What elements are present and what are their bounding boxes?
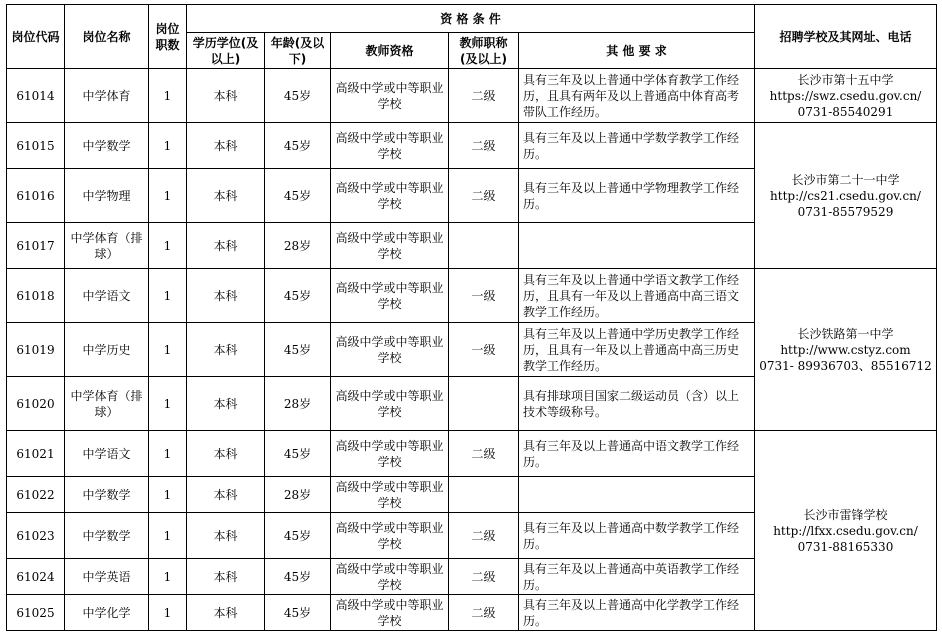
- cell-age: 45岁: [265, 513, 331, 559]
- school-name: 长沙市雷锋学校: [803, 507, 888, 522]
- cell-name: 中学物理: [65, 169, 149, 223]
- cell-name: 中学数学: [65, 123, 149, 169]
- school-name: 长沙市第十五中学: [797, 72, 894, 87]
- cell-name: 中学语文: [65, 431, 149, 477]
- cell-age: 45岁: [265, 269, 331, 323]
- cell-title: 二级: [449, 69, 519, 123]
- school-url: http://www.cstyz.com: [780, 342, 911, 357]
- cell-title: 一级: [449, 269, 519, 323]
- cell-other: 具有三年及以上普通中学物理教学工作经历。: [519, 169, 755, 223]
- cell-name: 中学数学: [65, 477, 149, 513]
- school-url: http://cs21.csedu.gov.cn/: [770, 188, 921, 203]
- cell-count: 1: [149, 269, 187, 323]
- cell-code: 61025: [7, 595, 65, 631]
- cell-age: 45岁: [265, 595, 331, 631]
- header-other: 其 他 要 求: [519, 33, 755, 69]
- cell-title: [449, 477, 519, 513]
- cell-code: 61017: [7, 223, 65, 269]
- cell-education: 本科: [187, 559, 265, 595]
- school-info: [755, 269, 937, 431]
- cell-education: 本科: [187, 477, 265, 513]
- cell-code: 61022: [7, 477, 65, 513]
- cell-other: 具有三年及以上普通中学语文教学工作经历，且具有一年及以上普通高中高三语文教学工作经历。: [519, 269, 755, 323]
- cell-education: 本科: [187, 269, 265, 323]
- school-info: [755, 123, 937, 269]
- cell-code: 61014: [7, 69, 65, 123]
- cell-age: 45岁: [265, 559, 331, 595]
- cell-age: 45岁: [265, 323, 331, 377]
- cell-other: 具有三年及以上普通中学数学教学工作经历。: [519, 123, 755, 169]
- cell-age: 28岁: [265, 477, 331, 513]
- cell-title: 二级: [449, 595, 519, 631]
- cell-name: 中学化学: [65, 595, 149, 631]
- cell-education: 本科: [187, 595, 265, 631]
- cell-count: 1: [149, 513, 187, 559]
- cell-teacher-cert: 高级中学或中等职业学校: [331, 69, 449, 123]
- cell-teacher-cert: 高级中学或中等职业学校: [331, 169, 449, 223]
- cell-count: 1: [149, 169, 187, 223]
- cell-teacher-cert: 高级中学或中等职业学校: [331, 513, 449, 559]
- cell-teacher-cert: 高级中学或中等职业学校: [331, 269, 449, 323]
- cell-title: 二级: [449, 431, 519, 477]
- cell-code: 61021: [7, 431, 65, 477]
- school-info: [755, 69, 937, 123]
- cell-name: 中学体育: [65, 69, 149, 123]
- cell-age: 45岁: [265, 169, 331, 223]
- header-teacher-cert: 教师资格: [331, 33, 449, 69]
- table-row: [7, 431, 937, 477]
- cell-count: 1: [149, 69, 187, 123]
- cell-title: [449, 377, 519, 431]
- cell-count: 1: [149, 477, 187, 513]
- cell-count: 1: [149, 431, 187, 477]
- header-school: 招聘学校及其网址、电话: [755, 5, 937, 69]
- cell-other: 具有三年及以上普通高中数学教学工作经历。: [519, 513, 755, 559]
- cell-name: 中学英语: [65, 559, 149, 595]
- cell-count: 1: [149, 559, 187, 595]
- cell-code: 61024: [7, 559, 65, 595]
- table-row: [7, 69, 937, 123]
- cell-title: 二级: [449, 513, 519, 559]
- cell-code: 61015: [7, 123, 65, 169]
- table-row: [7, 269, 937, 323]
- cell-code: 61019: [7, 323, 65, 377]
- cell-teacher-cert: 高级中学或中等职业学校: [331, 323, 449, 377]
- cell-teacher-cert: 高级中学或中等职业学校: [331, 477, 449, 513]
- header-name: 岗位名称: [65, 5, 149, 69]
- school-phone: 0731-85540291: [797, 104, 894, 119]
- school-name: 长沙市第二十一中学: [791, 172, 900, 187]
- school-phone: 0731- 89936703、85516712: [759, 358, 932, 373]
- cell-name: 中学语文: [65, 269, 149, 323]
- school-url: https://swz.csedu.gov.cn/: [769, 88, 922, 103]
- cell-education: 本科: [187, 323, 265, 377]
- header-age: 年龄(及以下): [265, 33, 331, 69]
- cell-title: 二级: [449, 169, 519, 223]
- cell-teacher-cert: 高级中学或中等职业学校: [331, 595, 449, 631]
- cell-title: 二级: [449, 123, 519, 169]
- cell-name: 中学历史: [65, 323, 149, 377]
- cell-other: 具有三年及以上普通中学历史教学工作经历，且具有一年及以上普通高中高三历史教学工作经历。: [519, 323, 755, 377]
- recruitment-table: [6, 4, 937, 631]
- cell-education: 本科: [187, 431, 265, 477]
- cell-count: 1: [149, 377, 187, 431]
- cell-education: 本科: [187, 123, 265, 169]
- cell-title: 二级: [449, 559, 519, 595]
- cell-other: 具有三年及以上普通中学体育教学工作经历，且具有两年及以上普通高中体育高考带队工作经历。: [519, 69, 755, 123]
- header-education: 学历学位(及以上): [187, 33, 265, 69]
- cell-name: 中学体育（排球）: [65, 223, 149, 269]
- header-qualification: 资 格 条 件: [187, 5, 755, 33]
- cell-other: 具有三年及以上普通高中化学教学工作经历。: [519, 595, 755, 631]
- cell-code: 61020: [7, 377, 65, 431]
- cell-teacher-cert: 高级中学或中等职业学校: [331, 431, 449, 477]
- cell-name: 中学数学: [65, 513, 149, 559]
- school-info: [755, 431, 937, 631]
- cell-education: 本科: [187, 513, 265, 559]
- cell-other: [519, 223, 755, 269]
- cell-count: 1: [149, 323, 187, 377]
- school-phone: 0731-88165330: [797, 539, 894, 554]
- cell-code: 61018: [7, 269, 65, 323]
- header-count: 岗位职数: [149, 5, 187, 69]
- cell-teacher-cert: 高级中学或中等职业学校: [331, 377, 449, 431]
- table-row: [7, 123, 937, 169]
- school-url: http://lfxx.csedu.gov.cn/: [773, 523, 918, 538]
- header-title: 教师职称(及以上): [449, 33, 519, 69]
- cell-age: 45岁: [265, 431, 331, 477]
- cell-title: 一级: [449, 323, 519, 377]
- cell-education: 本科: [187, 377, 265, 431]
- cell-education: 本科: [187, 69, 265, 123]
- cell-teacher-cert: 高级中学或中等职业学校: [331, 123, 449, 169]
- cell-other: 具有三年及以上普通高中英语教学工作经历。: [519, 559, 755, 595]
- cell-count: 1: [149, 223, 187, 269]
- cell-code: 61023: [7, 513, 65, 559]
- cell-education: 本科: [187, 223, 265, 269]
- header-code: 岗位代码: [7, 5, 65, 69]
- cell-age: 45岁: [265, 123, 331, 169]
- cell-count: 1: [149, 123, 187, 169]
- cell-name: 中学体育（排球）: [65, 377, 149, 431]
- cell-other: 具有三年及以上普通高中语文教学工作经历。: [519, 431, 755, 477]
- cell-teacher-cert: 高级中学或中等职业学校: [331, 223, 449, 269]
- cell-teacher-cert: 高级中学或中等职业学校: [331, 559, 449, 595]
- school-name: 长沙铁路第一中学: [797, 326, 894, 341]
- cell-other: 具有排球项目国家二级运动员（含）以上技术等级称号。: [519, 377, 755, 431]
- cell-education: 本科: [187, 169, 265, 223]
- cell-age: 28岁: [265, 377, 331, 431]
- school-phone: 0731-85579529: [797, 204, 894, 219]
- cell-age: 28岁: [265, 223, 331, 269]
- cell-other: [519, 477, 755, 513]
- cell-title: [449, 223, 519, 269]
- cell-code: 61016: [7, 169, 65, 223]
- cell-count: 1: [149, 595, 187, 631]
- cell-age: 45岁: [265, 69, 331, 123]
